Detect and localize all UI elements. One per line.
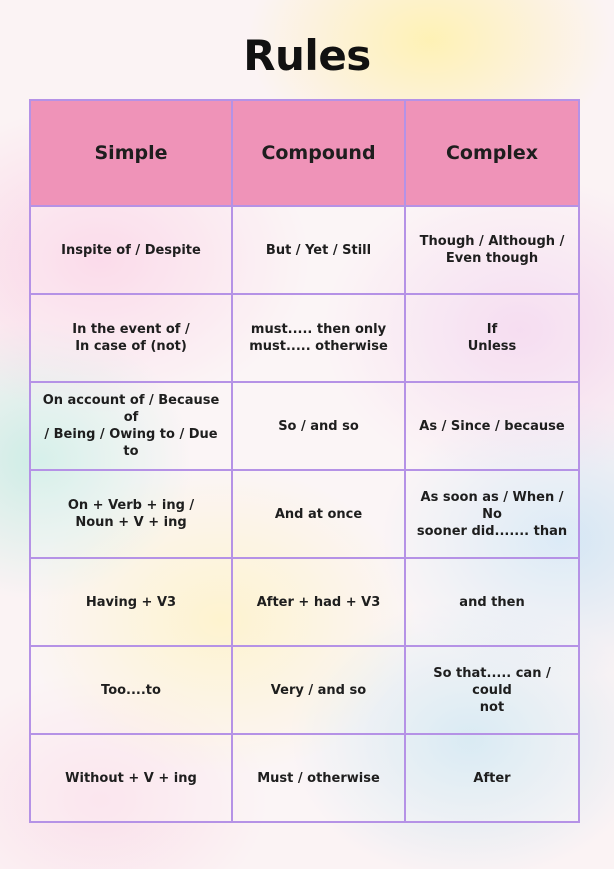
header-complex: Complex [405,100,579,206]
cell-simple [30,558,232,646]
cell-compound [232,294,405,382]
cell-complex [405,470,579,558]
cell-text-line: After + had + V3 [256,594,381,610]
rules-table [29,99,580,823]
cell-text-line: In case of (not) [75,339,187,354]
table-row [30,206,579,294]
header-row [30,100,579,206]
cell-text-line: After [473,770,511,786]
cell-simple [30,294,232,382]
cell-text-line: Too....to [101,682,161,698]
cell-compound [232,206,405,294]
table-body [30,206,579,822]
cell-text-line: Having + V3 [85,594,177,610]
cell-text-line: Inspite of / Despite [61,242,201,258]
cell-compound [232,558,405,646]
cell-text-line: and then [459,594,525,610]
cell-simple [30,646,232,734]
cell-complex [405,382,579,470]
cell-complex [405,206,579,294]
cell-text-line: Noun + V + ing [75,515,187,530]
cell-complex [405,294,579,382]
cell-text-line: not [479,699,505,715]
cell-text-line: Though / Although / [419,234,565,249]
table-row [30,470,579,558]
cell-text-line: Very / and so [270,682,367,698]
cell-text-line: sooner did....... than [416,523,568,539]
cell-text-line: Must / otherwise [257,770,380,786]
cell-text-line: / Being / Owing to / Due to [44,427,218,459]
cell-text-line: And at once [274,506,363,522]
header-simple: Simple [30,100,232,206]
cell-text-line: As soon as / When / No [420,489,564,522]
header-compound: Compound [232,100,405,206]
cell-compound [232,734,405,822]
cell-text-line: So / and so [278,418,359,434]
table-row [30,646,579,734]
table-row [30,382,579,470]
cell-text-line: Even though [445,251,539,266]
cell-text-line: So that..... can / could [433,665,551,698]
table-row [30,294,579,382]
cell-text-line: Without + V + ing [65,770,197,786]
cell-complex [405,646,579,734]
cell-simple [30,206,232,294]
cell-complex [405,734,579,822]
cell-simple [30,734,232,822]
cell-compound [232,646,405,734]
cell-text-line: must..... then only [250,322,387,337]
cell-compound [232,382,405,470]
cell-text-line: On account of / Because of [42,393,220,425]
cell-simple [30,382,232,470]
cell-text-line: must..... otherwise [249,339,388,354]
cell-complex [405,558,579,646]
page-title: Rules [243,31,371,80]
cell-text-line: On + Verb + ing / [67,498,195,513]
cell-compound [232,470,405,558]
table-row [30,734,579,822]
table-row [30,558,579,646]
cell-text-line: But / Yet / Still [265,242,372,258]
cell-text-line: In the event of / [72,322,190,337]
cell-simple [30,470,232,558]
cell-text-line: If [486,322,498,337]
cell-text-line: As / Since / because [419,418,565,434]
cell-text-line: Unless [467,339,517,354]
